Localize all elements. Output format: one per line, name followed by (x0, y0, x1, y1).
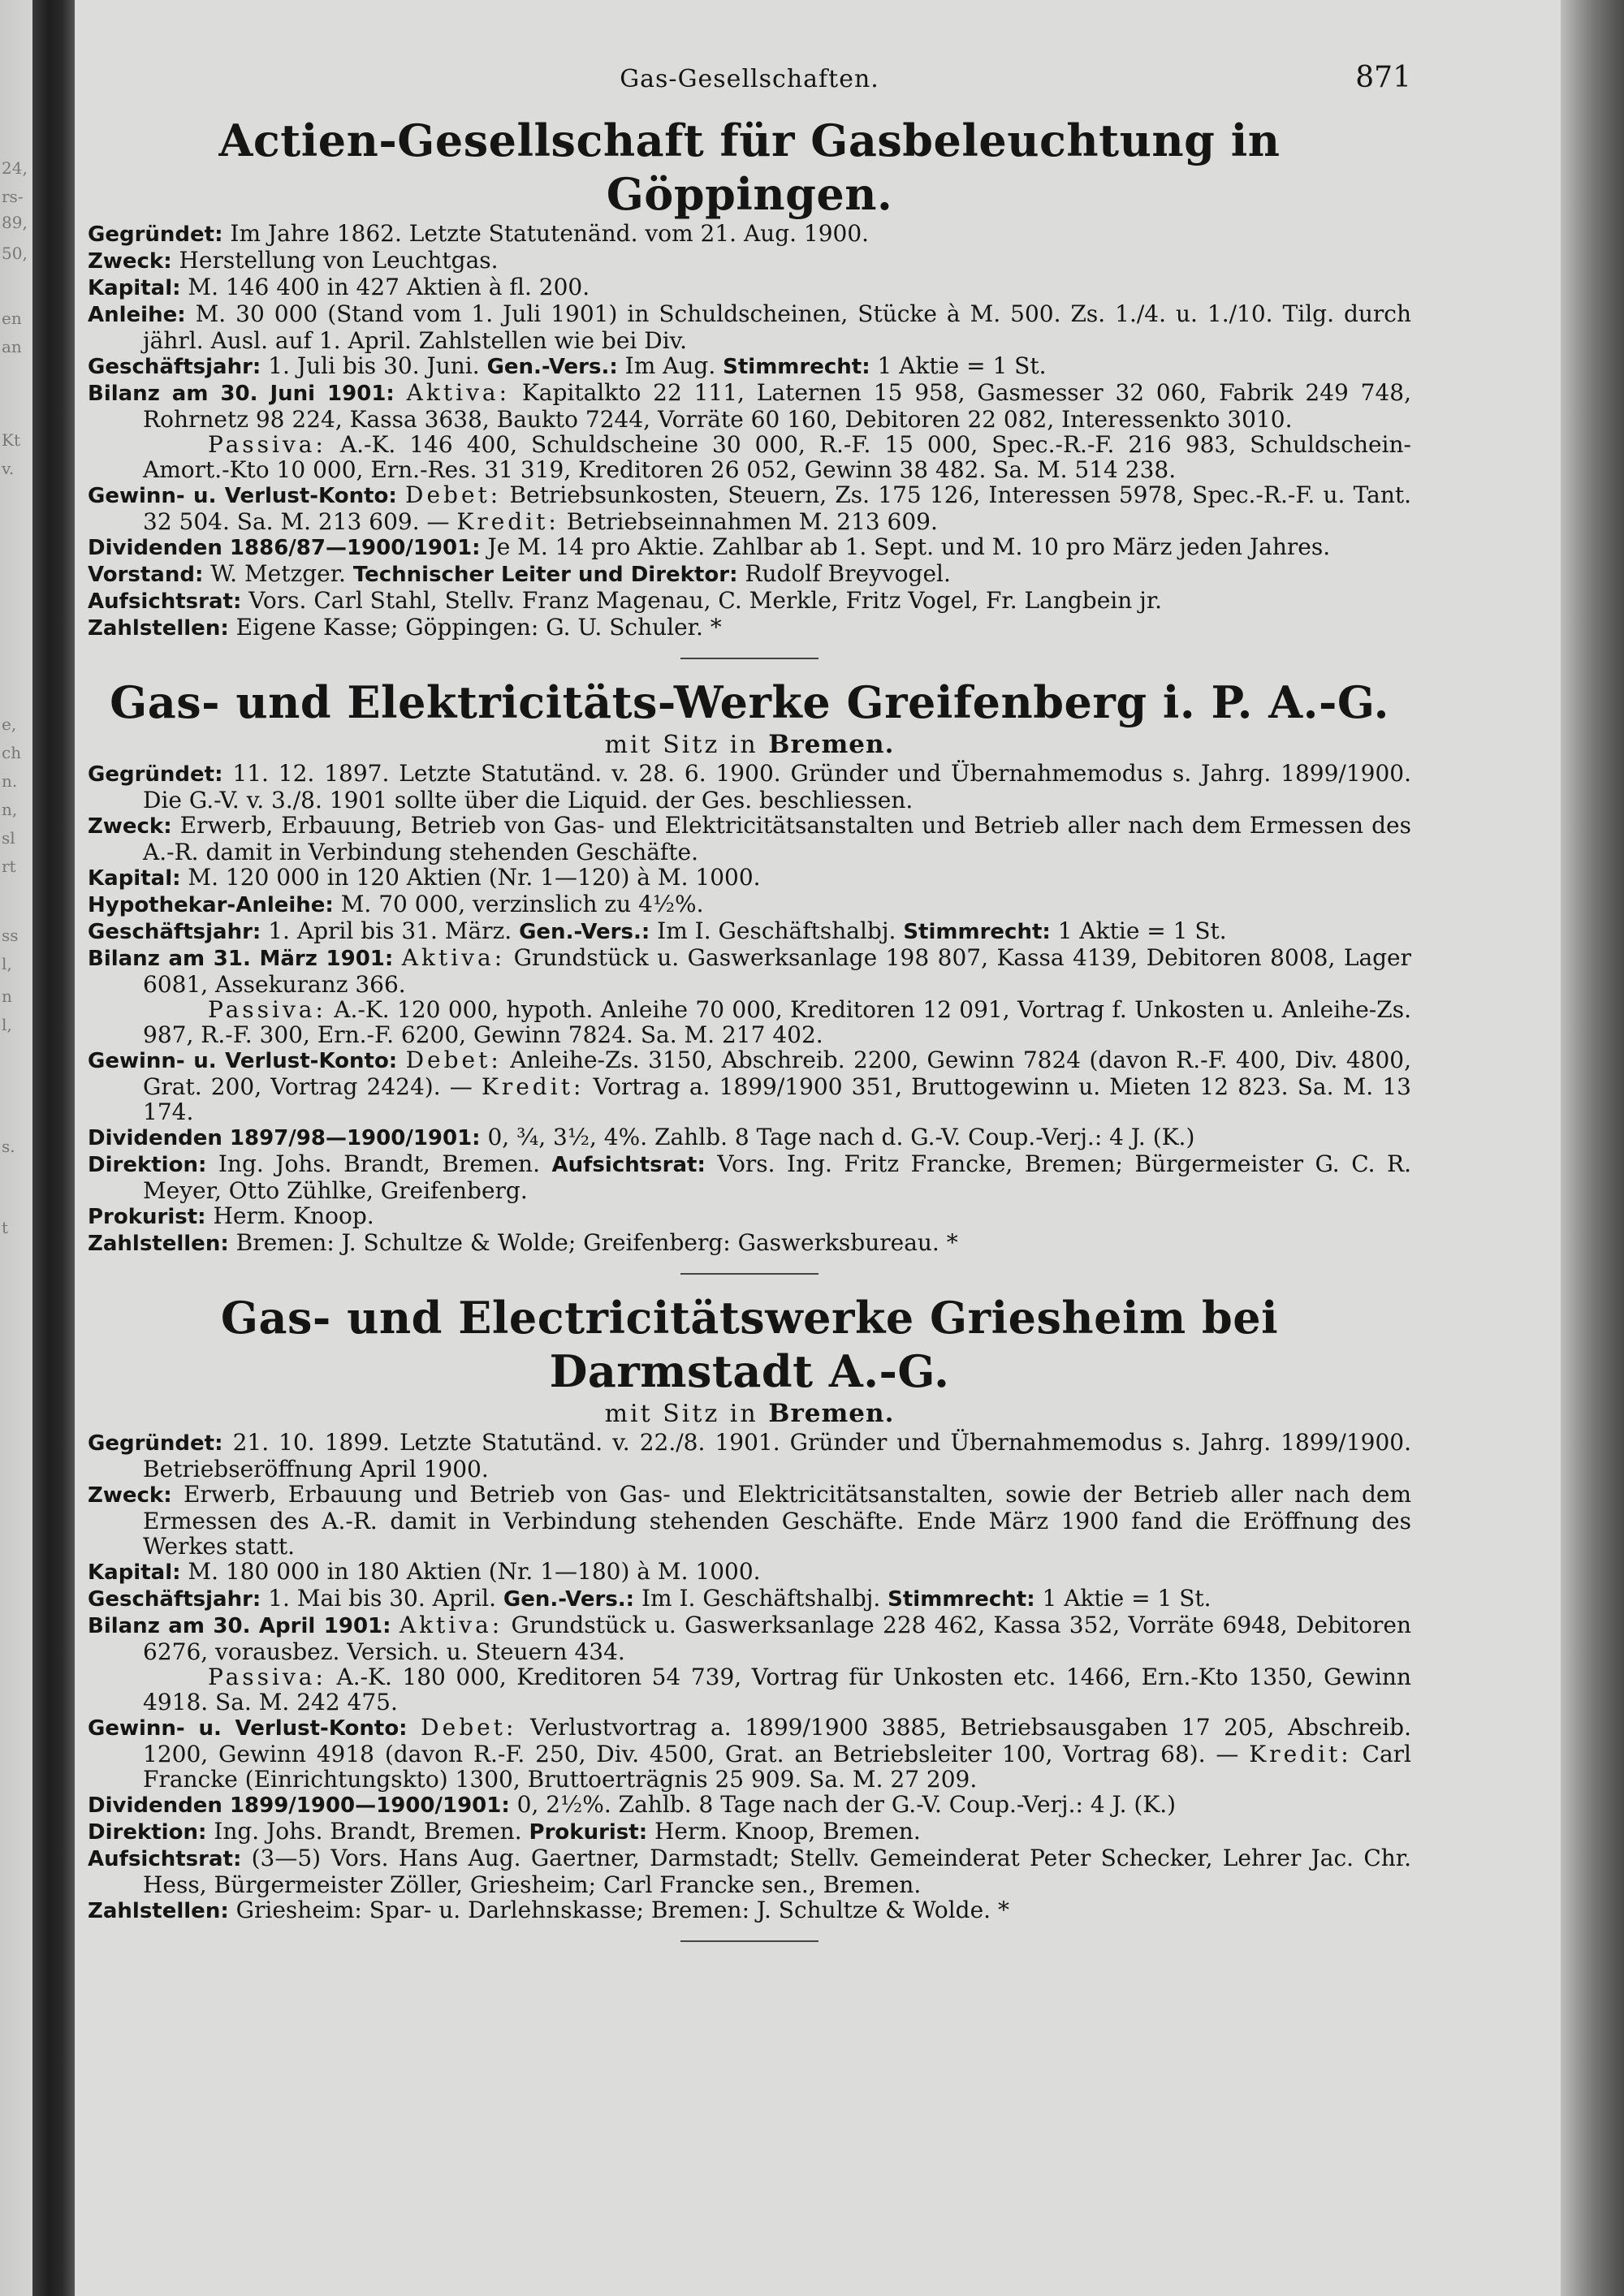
field-label: Aufsichtsrat: (88, 1847, 242, 1871)
field-label: Zahlstellen: (88, 1232, 229, 1256)
company-title: Gas- und Electricitätswerke Griesheim bei Darmstadt A.-G. (220, 1292, 1279, 1397)
margin-fragment: 89, (2, 213, 28, 232)
company-title: Actien-Gesellschaft für Gasbeleuchtung in Göppingen. (218, 114, 1281, 220)
margin-fragment: t (2, 1218, 9, 1237)
company-entry (88, 1291, 1411, 1942)
field-label: Gewinn- u. Verlust-Konto: (88, 1716, 408, 1741)
field-label: Prokurist: (529, 1820, 648, 1845)
account-side-label: Kredit: (1249, 1741, 1352, 1767)
field-value: Grundstück u. Gaswerksanlage 228 462, Kassa 352, Vorräte 6948, Debitoren 6276, vorausbez. Versich. u. Steuern 434. (143, 1612, 1412, 1665)
field-label: Dividenden 1897/98—1900/1901: (88, 1126, 481, 1150)
entry-field (88, 945, 1411, 997)
field-label: Zweck: (88, 249, 172, 274)
company-entry (88, 114, 1411, 659)
margin-fragment: rs- (2, 187, 24, 206)
entry-field (88, 918, 1411, 945)
field-value: M. 70 000, verzinslich zu 4½%. (340, 891, 704, 917)
field-label: Gen.-Vers.: (519, 920, 650, 944)
field-value: Je M. 14 pro Aktie. Zahlbar ab 1. Sept. und M. 10 pro März jeden Jahres. (487, 533, 1331, 560)
company-entry (88, 675, 1411, 1275)
entry-field (88, 1845, 1411, 1897)
field-label: Dividenden 1899/1900—1900/1901: (88, 1793, 510, 1818)
entry-field (88, 1715, 1411, 1792)
field-value: Im I. Geschäftshalbj. (657, 917, 896, 944)
field-value: Herm. Knoop. (213, 1202, 374, 1229)
field-label: Gegründet: (88, 222, 223, 247)
entry-field (88, 813, 1411, 865)
field-label: Vorstand: (88, 563, 204, 587)
account-side-label: Passiva: (208, 996, 326, 1023)
field-value: Bremen: J. Schultze & Wolde; Greifenberg: Gaswerksbureau. * (235, 1229, 958, 1256)
margin-fragment: Kt (2, 430, 20, 450)
field-value: 0, ¾, 3½, 4%. Zahlb. 8 Tage nach d. G.-V. Coup.-Verj.: 4 J. (K.) (487, 1124, 1195, 1150)
account-side-label: Passiva: (208, 1664, 326, 1690)
entry-field (88, 1586, 1411, 1612)
running-header (88, 49, 1411, 97)
field-label: Bilanz am 31. März 1901: (88, 947, 394, 971)
margin-fragment: 50, (2, 244, 28, 263)
entry-field (88, 1047, 1411, 1124)
field-value: Griesheim: Spar- u. Darlehnskasse; Bremen: J. Schultze & Wolde. * (235, 1897, 1009, 1923)
field-value: 1 Aktie = 1 St. (1057, 917, 1227, 944)
company-seat (88, 729, 1411, 761)
entry-field (88, 1124, 1411, 1151)
section-divider (680, 1273, 818, 1275)
account-side-label: Kredit: (481, 1073, 585, 1100)
entry-field (88, 353, 1411, 380)
document-page (88, 49, 1411, 1955)
entry-field (88, 1612, 1411, 1664)
entry-field (88, 865, 1411, 891)
field-label: Prokurist: (88, 1205, 206, 1229)
margin-fragment: 24, (2, 158, 28, 178)
field-value: Herm. Knoop, Bremen. (654, 1818, 921, 1845)
entry-field (88, 1897, 1411, 1924)
field-value: Im I. Geschäftshalbj. (641, 1585, 881, 1612)
page-number: 871 (1355, 61, 1411, 94)
field-label: Bilanz am 30. April 1901: (88, 1614, 391, 1638)
account-side-label: Debet: (405, 481, 502, 508)
field-label: Dividenden 1886/87—1900/1901: (88, 536, 481, 560)
company-entries (88, 114, 1411, 1942)
book-spine (32, 0, 75, 2296)
field-value: Herstellung von Leuchtgas. (179, 247, 499, 274)
entry-field (88, 891, 1411, 918)
field-label: Geschäftsjahr: (88, 920, 261, 944)
balance-passiva (88, 1664, 1411, 1715)
account-side-label: Aktiva: (399, 1612, 503, 1638)
entry-field (88, 561, 1411, 588)
field-value: (3—5) Vors. Hans Aug. Gaertner, Darmstadt; Stellv. Gemeinderat Peter Schecker, Lehrer Jac. Chr. Hess, Bürgermeister Zöller, Griesheim; Carl Francke sen., Bremen. (143, 1845, 1411, 1898)
entry-field (88, 1559, 1411, 1586)
field-label: Bilanz am 30. Juni 1901: (88, 382, 395, 406)
field-value: A.-K. 180 000, Kreditoren 54 739, Vortrag für Unkosten etc. 1466, Ern.-Kto 1350, Gewinn 4918. Sa. M. 242 475. (143, 1664, 1411, 1716)
account-side-label: Debet: (421, 1714, 517, 1741)
field-label: Direktion: (88, 1153, 207, 1177)
account-side-label: Aktiva: (401, 944, 506, 971)
margin-fragment: ss (2, 926, 19, 945)
field-value: Erwerb, Erbauung, Betrieb von Gas- und Elektricitätsanstalten und Betrieb aller nach dem Ermessen des A.-R. damit in Verbindung stehenden Geschäfte. (143, 812, 1411, 865)
entry-field (88, 1482, 1411, 1559)
section-divider (680, 658, 818, 659)
field-value: Verlustvortrag a. 1899/1900 3885, Betriebsausgaben 17 205, Abschreib. 1200, Gewinn 4918 (davon R.-F. 250, Div. 4500, Grat. an Betriebsleiter 100, Vortrag 68). — (143, 1714, 1411, 1767)
field-value: 0, 2½%. Zahlb. 8 Tage nach der G.-V. Coup.-Verj.: 4 J. (K.) (516, 1791, 1177, 1818)
field-value: 11. 12. 1897. Letzte Statutänd. v. 28. 6. 1900. Gründer und Übernahmemodus s. Jahrg. 1899/1900. Die G.-V. v. 3./8. 1901 sollte über die Liquid. der Ges. beschliessen. (143, 760, 1411, 814)
seat-prefix: mit Sitz in (604, 1400, 758, 1428)
field-value: Grundstück u. Gaswerksanlage 198 807, Kassa 4139, Debitoren 8008, Lager 6081, Assekuranz 366. (143, 944, 1412, 998)
entry-field (88, 1230, 1411, 1257)
field-label: Zweck: (88, 1483, 172, 1508)
field-label: Stimmrecht: (888, 1587, 1035, 1612)
field-value: 1. April bis 31. März. (268, 917, 512, 944)
field-value: Vors. Carl Stahl, Stellv. Franz Magenau, C. Merkle, Fritz Vogel, Fr. Langbein jr. (248, 587, 1163, 614)
field-value: Ing. Johs. Brandt, Bremen. (218, 1150, 540, 1177)
field-label: Zweck: (88, 814, 172, 839)
field-value: M. 146 400 in 427 Aktien à fl. 200. (188, 274, 590, 300)
field-label: Aufsichtsrat: (551, 1153, 706, 1177)
field-value: 1. Mai bis 30. April. (268, 1585, 496, 1612)
seat-prefix: mit Sitz in (604, 731, 758, 759)
field-value: A.-K. 146 400, Schuldscheine 30 000, R.-F. 15 000, Spec.-R.-F. 216 983, Schuldschein-Amort.-Kto 10 000, Ern.-Res. 31 319, Kreditoren 26 052, Gewinn 38 482. Sa. M. 514 238. (143, 431, 1411, 483)
right-page-edge (1561, 0, 1624, 2296)
field-value: Anleihe-Zs. 3150, Abschreib. 2200, Gewinn 7824 (davon R.-F. 400, Div. 4800, Grat. 200, Vortrag 2424). — (143, 1047, 1411, 1100)
field-label: Stimmrecht: (723, 355, 870, 379)
margin-fragment: e, (2, 714, 17, 734)
field-label: Kapital: (88, 276, 181, 300)
margin-fragment: n. (2, 771, 18, 791)
balance-passiva (88, 997, 1411, 1047)
margin-fragment: en (2, 309, 22, 328)
field-label: Gegründet: (88, 762, 223, 787)
margin-fragment: n (2, 986, 12, 1006)
entry-field (88, 380, 1411, 432)
entry-field (88, 588, 1411, 615)
field-label: Gewinn- u. Verlust-Konto: (88, 1049, 398, 1073)
section-divider (680, 1940, 818, 1942)
entry-field (88, 615, 1411, 641)
entry-field (88, 1430, 1411, 1482)
field-value: Kapitalkto 22 111, Laternen 15 958, Gasmesser 32 060, Fabrik 249 748, Rohrnetz 98 224, Kassa 3638, Baukto 7244, Vorräte 60 160, Debitoren 22 082, Interessenkto 3010. (143, 379, 1412, 433)
field-value: A.-K. 120 000, hypoth. Anleihe 70 000, Kreditoren 12 091, Vortrag f. Unkosten u. Anleihe-Zs. 987, R.-F. 300, Ern.-F. 6200, Gewinn 7824. Sa. M. 217 402. (143, 996, 1411, 1048)
field-label: Technischer Leiter und Direktor: (352, 563, 738, 587)
field-label: Zahlstellen: (88, 616, 229, 641)
field-value: Im Jahre 1862. Letzte Statutenänd. vom 21. Aug. 1900. (230, 220, 870, 247)
field-label: Aufsichtsrat: (88, 589, 242, 614)
field-label: Kapital: (88, 1560, 181, 1585)
seat-city: Bremen. (768, 730, 895, 759)
field-value: Betriebseinnahmen M. 213 609. (566, 508, 938, 535)
entry-field (88, 301, 1411, 353)
field-label: Kapital: (88, 866, 181, 891)
account-side-label: Aktiva: (406, 379, 511, 406)
field-label: Zahlstellen: (88, 1899, 229, 1923)
margin-fragment: n, (2, 800, 18, 819)
account-side-label: Debet: (405, 1047, 502, 1073)
field-label: Gewinn- u. Verlust-Konto: (88, 484, 397, 508)
field-label: Hypothekar-Anleihe: (88, 893, 334, 917)
field-value: M. 120 000 in 120 Aktien (Nr. 1—120) à M. 1000. (188, 864, 761, 891)
seat-city: Bremen. (768, 1399, 895, 1428)
field-value: Carl Francke (Einrichtungskto) 1300, Bruttoerträgnis 25 909. Sa. M. 27 209. (143, 1741, 1411, 1793)
margin-fragment: l, (2, 954, 12, 973)
balance-passiva (88, 432, 1411, 482)
field-value: 1 Aktie = 1 St. (1042, 1585, 1212, 1612)
field-label: Gegründet: (88, 1431, 223, 1456)
field-value: M. 180 000 in 180 Aktien (Nr. 1—180) à M. 1000. (188, 1558, 761, 1585)
margin-fragment: v. (2, 459, 15, 478)
field-label: Gen.-Vers.: (503, 1587, 635, 1612)
field-value: Ing. Johs. Brandt, Bremen. (214, 1818, 522, 1845)
entry-field (88, 221, 1411, 248)
running-title: Gas-Gesellschaften. (620, 65, 879, 93)
field-label: Gen.-Vers.: (486, 355, 618, 379)
margin-fragment: ch (2, 743, 22, 762)
field-label: Geschäftsjahr: (88, 355, 261, 379)
field-value: W. Metzger. (210, 560, 346, 587)
entry-field (88, 274, 1411, 301)
field-value: 21. 10. 1899. Letzte Statutänd. v. 22./8. 1901. Gründer und Übernahmemodus s. Jahrg. 1899/1900. Betriebseröffnung April 1900. (143, 1429, 1411, 1482)
entry-field (88, 1792, 1411, 1819)
field-value: Eigene Kasse; Göppingen: G. U. Schuler. * (235, 614, 722, 641)
entry-field (88, 1151, 1411, 1203)
field-value: 1 Aktie = 1 St. (877, 352, 1047, 379)
entry-field (88, 534, 1411, 561)
margin-fragment: an (2, 337, 22, 356)
account-side-label: Kredit: (456, 508, 559, 535)
entry-field (88, 482, 1411, 534)
field-value: 1. Juli bis 30. Juni. (268, 352, 480, 379)
field-value: Vortrag a. 1899/1900 351, Bruttogewinn u. Mieten 12 823. Sa. M. 13 174. (143, 1073, 1411, 1125)
field-value: Betriebsunkosten, Steuern, Zs. 175 126, Interessen 5978, Spec.-R.-F. u. Tant. 32 504. Sa. M. 213 609. — (143, 481, 1412, 535)
field-label: Direktion: (88, 1820, 207, 1845)
margin-fragment: l, (2, 1015, 12, 1034)
account-side-label: Passiva: (208, 431, 326, 458)
field-value: Rudolf Breyvogel. (745, 560, 951, 587)
field-label: Stimmrecht: (903, 920, 1051, 944)
field-label: Anleihe: (88, 303, 186, 327)
field-value: Erwerb, Erbauung und Betrieb von Gas- und Elektricitätsanstalten, sowie der Betrieb aller nach dem Ermessen des A.-R. damit in Verbindung stehenden Geschäfte. Ende März 1900 fand die Eröffnung des Werkes statt. (143, 1481, 1411, 1560)
entry-field (88, 1203, 1411, 1230)
field-value: Im Aug. (624, 352, 716, 379)
margin-fragment: sl (2, 828, 15, 848)
field-label: Geschäftsjahr: (88, 1587, 261, 1612)
company-title: Gas- und Elektricitäts-Werke Greifenberg i. P. A.-G. (110, 676, 1389, 728)
entry-field (88, 248, 1411, 274)
field-value: Vors. Ing. Fritz Francke, Bremen; Bürgermeister G. C. R. Meyer, Otto Zühlke, Greifenberg. (143, 1150, 1412, 1204)
company-seat (88, 1398, 1411, 1430)
margin-fragment: s. (2, 1137, 15, 1156)
entry-field (88, 1819, 1411, 1845)
field-value: M. 30 000 (Stand vom 1. Juli 1901) in Schuldscheinen, Stücke à M. 500. Zs. 1./4. u. 1./10. Tilg. durch jährl. Ausl. auf 1. April. Zahlstellen wie bei Div. (143, 300, 1412, 354)
entry-field (88, 761, 1411, 813)
margin-fragment: rt (2, 857, 16, 876)
